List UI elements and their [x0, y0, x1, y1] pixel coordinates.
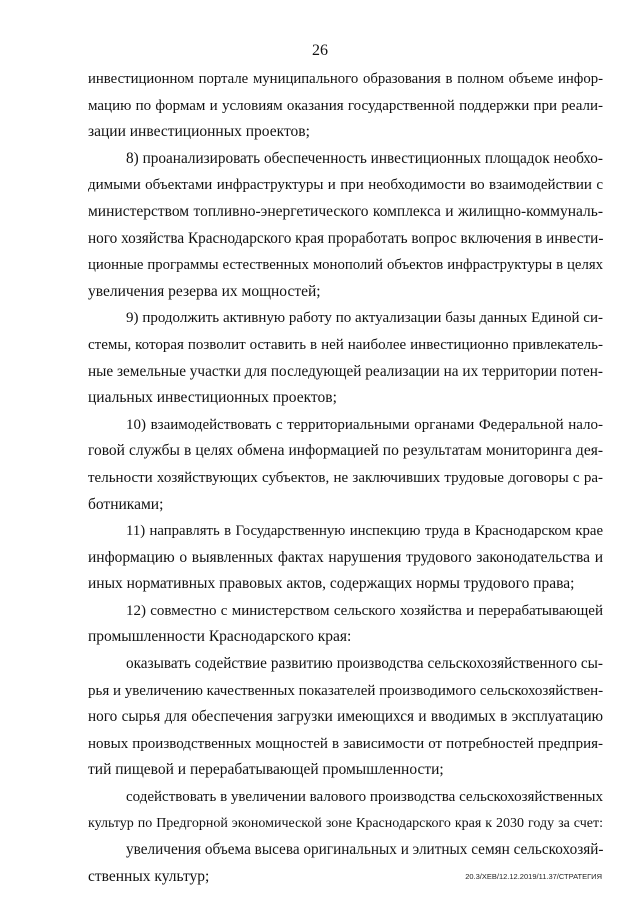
text-line: циальных инвестиционных проектов; [88, 389, 337, 407]
text-line: 12) совместно с министерством сельского хозяйства и перерабатывающей [126, 602, 603, 619]
text-line: 10) взаимодействовать с территориальными органами Федеральной нало- [126, 416, 603, 433]
page-number: 26 [312, 42, 328, 59]
text-line: оказывать содействие развитию производства сельскохозяйственного сы- [126, 655, 603, 673]
text-line: 9) продолжить активную работу по актуализации базы данных Единой си- [126, 310, 603, 327]
text-line: инвестиционном портале муниципального образования в полном объеме инфор- [88, 71, 603, 87]
document-footer-code: 20.3/ХЕВ/12.12.2019/11.37/СТРАТЕГИЯ [465, 872, 602, 881]
text-line: 11) направлять в Государственную инспекцию труда в Краснодарском крае [126, 523, 603, 540]
document-body [88, 66, 603, 890]
text-line: новых производственных мощностей в зависимости от потребностей предприя- [88, 735, 603, 752]
text-line: промышленности Краснодарского края: [88, 628, 352, 646]
text-line: ного хозяйства Краснодарского края проработать вопрос включения в инвести- [88, 229, 604, 247]
text-line: ботниками; [88, 495, 164, 513]
text-line: рья и увеличению качественных показателей производимого сельскохозяйствен- [88, 682, 604, 699]
text-line: содействовать в увеличении валового производства сельскохозяйственных [126, 789, 603, 806]
text-line: увеличения объема высева оригинальных и элитных семян сельскохозяй- [126, 841, 604, 859]
text-line: ного сырья для обеспечения загрузки имеющихся и вводимых в эксплуатацию [88, 708, 603, 726]
text-line: зации инвестиционных проектов; [88, 123, 310, 141]
text-line: иных нормативных правовых актов, содержащих нормы трудового права; [88, 575, 575, 593]
text-line: тельности хозяйствующих субъектов, не заключивших трудовые договоры с ра- [88, 469, 603, 486]
text-line: мацию по формам и условиям оказания государственной поддержки при реали- [88, 97, 603, 114]
text-line: культур по Предгорной экономической зоне Краснодарского края к 2030 году за счет: [88, 815, 603, 831]
text-line: тий пищевой и перерабатывающей промышленности; [88, 761, 444, 779]
text-line: ные земельные участки для последующей реализации на их территории потен- [88, 362, 603, 380]
text-line: ственных культур; [88, 867, 210, 885]
text-line: информацию о выявленных фактах нарушения трудового законодательства и [88, 548, 603, 566]
text-line: говой службы в целях обмена информацией по результатам мониторинга дея- [88, 442, 603, 460]
text-line: 8) проанализировать обеспеченность инвестиционных площадок необхо- [126, 149, 603, 167]
text-line: увеличения резерва их мощностей; [88, 282, 321, 300]
text-line: димыми объектами инфраструктуры и при необходимости во взаимодействии с [88, 177, 603, 194]
text-line: ционные программы естественных монополий объектов инфраструктуры в целях [88, 257, 603, 274]
text-line: министерством топливно-энергетического комплекса и жилищно-коммуналь- [88, 202, 603, 220]
text-line: стемы, которая позволит оставить в ней наиболее инвестиционно привлекатель- [88, 336, 603, 353]
